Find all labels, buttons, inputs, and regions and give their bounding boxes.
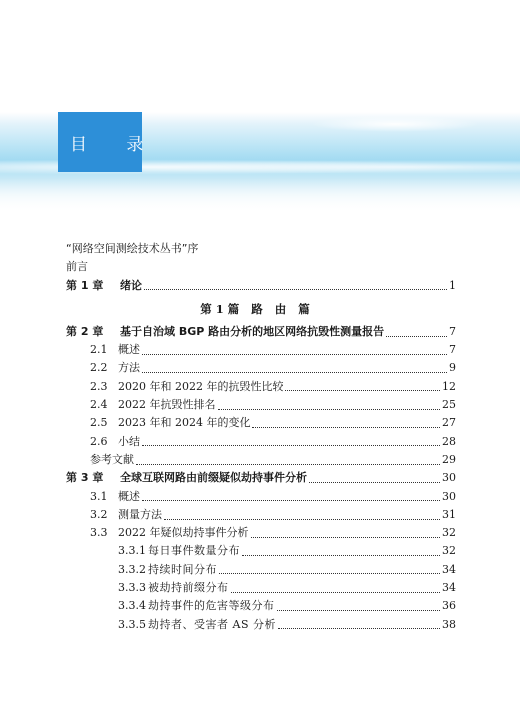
toc-section-2-2[interactable]: 2.2 方法 9 [90, 361, 456, 375]
chapter-title: 基于自治域 BGP 路由分析的地区网络抗毁性测量报告 [120, 324, 385, 338]
chapter-number: 第 3 章 [66, 471, 104, 485]
table-of-contents [66, 240, 456, 634]
dot-leader [142, 435, 440, 446]
toc-subsection-3-3-1[interactable]: 3.3.1 每日事件数量分布 32 [118, 544, 456, 558]
toc-section-2-4[interactable]: 2.4 2022 年抗毁性排名 25 [90, 398, 456, 412]
toc-subsection-3-3-2[interactable]: 3.3.2 持续时间分布 34 [118, 562, 456, 576]
page-number: 7 [449, 324, 456, 338]
toc-subsection-3-3-4[interactable]: 3.3.4 劫持事件的危害等级分布 36 [118, 599, 456, 613]
dot-leader [164, 509, 440, 520]
dot-leader [285, 380, 440, 391]
toc-section-2-3[interactable]: 2.3 2020 年和 2022 年的抗毁性比较 12 [90, 379, 456, 393]
dot-leader [277, 600, 441, 611]
toc-part-1 [66, 295, 456, 323]
toc-chapter-1[interactable] [66, 277, 456, 295]
toc-section-3-2[interactable]: 3.2 测量方法 31 [90, 507, 456, 521]
toc-subsection-3-3-3[interactable]: 3.3.3 被劫持前缀分布 34 [118, 581, 456, 595]
toc-references-ch2[interactable]: 参考文献 29 [90, 452, 456, 466]
part-title: 路由篇 [251, 301, 322, 316]
toc-section-2-5[interactable]: 2.5 2023 年和 2024 年的变化 27 [90, 416, 456, 430]
dot-leader [142, 490, 440, 501]
dot-leader [218, 399, 441, 410]
dot-leader [136, 454, 440, 465]
chapter-number: 第 2 章 [66, 324, 104, 338]
page-number: 30 [442, 471, 456, 485]
dot-leader [142, 344, 447, 355]
toc-subsection-3-3-5[interactable]: 3.3.5 劫持者、受害者 AS 分析 38 [118, 617, 456, 631]
dot-leader [278, 618, 440, 629]
chapter-title: 绪论 [120, 278, 142, 292]
toc-entry-foreword[interactable]: 前言 [66, 260, 88, 274]
dot-leader [309, 472, 440, 483]
page-number: 1 [449, 278, 456, 292]
page-title: 目 录 [70, 134, 161, 155]
dot-leader [144, 279, 447, 290]
banner-fade [0, 178, 520, 212]
title-box [58, 112, 161, 172]
chapter-title: 全球互联网路由前缀疑似劫持事件分析 [120, 471, 307, 485]
chapter-number: 第 1 章 [66, 278, 104, 292]
dot-leader [251, 527, 441, 538]
toc-chapter-2[interactable] [66, 323, 456, 341]
dot-leader [252, 417, 440, 428]
dot-leader [219, 563, 440, 574]
dot-leader [231, 582, 441, 593]
banner-cloud [310, 116, 480, 132]
toc-chapter-3[interactable] [66, 469, 456, 487]
toc-section-3-3[interactable]: 3.3 2022 年疑似劫持事件分析 32 [90, 526, 456, 540]
dot-leader [142, 362, 447, 373]
toc-entry-series-preface[interactable]: “网络空间测绘技术丛书”序 [66, 242, 199, 255]
toc-section-2-6[interactable]: 2.6 小结 28 [90, 434, 456, 448]
toc-section-3-1[interactable]: 3.1 概述 30 [90, 489, 456, 503]
dot-leader [242, 545, 440, 556]
toc-section-2-1[interactable]: 2.1 概述 7 [90, 343, 456, 357]
dot-leader [386, 326, 447, 337]
part-number: 第 1 篇 [200, 301, 240, 316]
